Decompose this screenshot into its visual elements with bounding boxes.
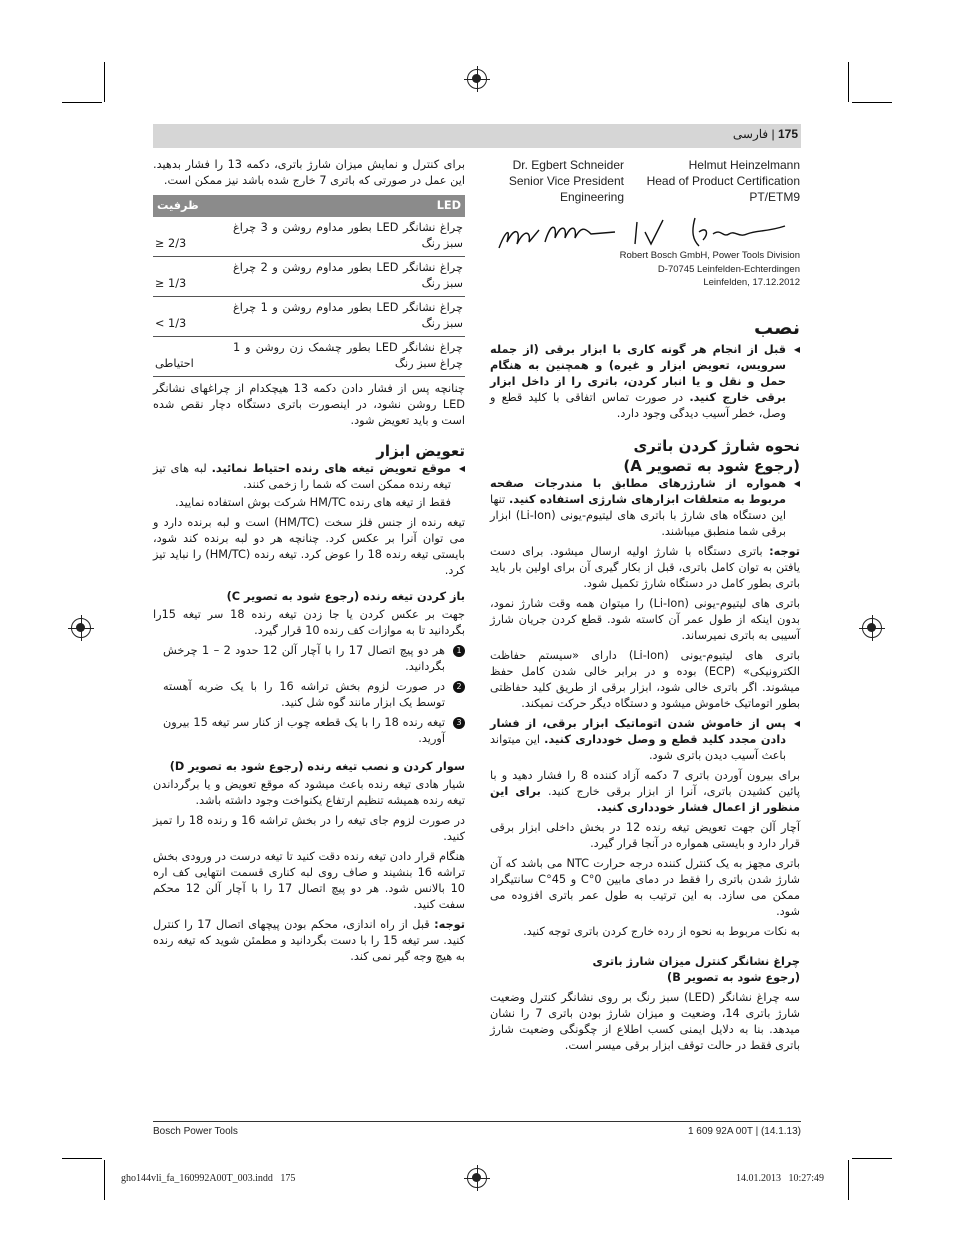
- note-label: توجه:: [434, 918, 465, 931]
- tool-bullet: [153, 461, 465, 493]
- print-slug-date: 14.01.2013 10:27:49: [736, 1173, 825, 1184]
- table-header: LED: [231, 195, 465, 217]
- crop-mark: [848, 62, 849, 102]
- page-number: 175: [777, 127, 798, 141]
- table-cell: چراغ نشانگر LED بطور مداوم روشن و 2 چراغ سبز رنگ: [231, 257, 465, 297]
- section-title-install: نصب: [754, 317, 800, 339]
- led-capacity-table: [153, 195, 465, 377]
- registration-mark-icon: [467, 1168, 487, 1188]
- paragraph: آچار آلن جهت تعویض تیغه رنده 12 در بخش داخلی ابزار برقی قرار دارد و بایستی همواره در آنجا قرار گیرد.: [490, 821, 800, 850]
- company-street: D-70745 Leinfelden-Echterdingen: [657, 263, 800, 275]
- left-column: [153, 157, 465, 965]
- handwritten-signature: [495, 212, 795, 252]
- table-cell: احتیاطی: [153, 337, 231, 377]
- note-paragraph: [490, 544, 800, 592]
- step-number-icon: 3: [453, 717, 465, 729]
- footer-right: 1 609 92A 00T | (14.1.13): [687, 1126, 801, 1137]
- bullet-text: لبه های تیز تیغه رنده ممکن است که شما را زخمی کنند.: [153, 462, 451, 491]
- table-row: [153, 257, 465, 297]
- crop-mark: [852, 102, 892, 103]
- page-header: 175 | فارسی: [732, 127, 798, 141]
- bullet-text: این میتواند باعث آسیب دیدن باتری شود.: [490, 733, 786, 762]
- step-item: [153, 643, 465, 675]
- paragraph: در صورت لزوم جای تیغه را در بخش تراشه 16 و رنده 18 را تمیز کنید.: [153, 814, 465, 843]
- right-column: [490, 316, 800, 1054]
- bullet-bold: موقع تعویض تیغه های رنده احتیاط نمائید.: [211, 462, 451, 475]
- place-date: Leinfelden, 17.12.2012: [703, 277, 800, 288]
- step-item: [153, 715, 465, 747]
- table-header: ظرفیت: [153, 195, 231, 217]
- charge-title-line2: (رجوع شود به تصویر A): [623, 457, 800, 475]
- note-label: توجه:: [769, 545, 800, 558]
- crop-mark: [104, 62, 105, 102]
- step-number-icon: 2: [453, 681, 465, 693]
- paragraph: باتری مجهز به یک کنترل کننده درجه حرارت NTC می باشد که آن شارژ شدن باتری را فقط در دمای مابین 0°C و 45°C سانتیگراد ممکن می سازد. به این ترتیب به طول عمر باتری افزوده می شود.: [490, 857, 800, 918]
- footer-rule: [153, 1121, 801, 1122]
- table-header-row: [153, 195, 465, 217]
- table-row: [153, 297, 465, 337]
- bullet-bold: قبل از انجام هر گونه کاری با ابزار برقی (از جمله سرویس، تعویض ابزار و غیره) و همچنین به هنگام حمل و نقل و یا انبار کردن، باتری را از داخل ابزار برقی خارج کنید.: [490, 343, 786, 404]
- table-row: [153, 337, 465, 377]
- section-title-tool: تعویض ابزار: [376, 442, 465, 460]
- signer-dept: PT/ETM9: [749, 190, 800, 204]
- charge-title-line1: نحوه شارژ کردن باتری: [633, 437, 800, 455]
- paragraph-text: برای بیرون آوردن باتری 7 دکمه آزاد کننده 8 را فشار دهید و با پائین کشیدن باتری، آنرا از ابزار برقی خارج کنید.: [490, 769, 800, 798]
- table-cell: چراغ نشانگر LED بطور مداوم روشن و 1 چراغ سبز رنگ: [231, 297, 465, 337]
- signature-left: [620, 157, 800, 205]
- signature-right: [470, 157, 624, 205]
- print-slug-file: gho144vli_fa_160992A00T_003.indd 175: [121, 1173, 296, 1184]
- table-cell: چراغ نشانگر LED بطور مداوم روشن و 3 چراغ سبز رنگ: [231, 217, 465, 257]
- step-item: [153, 679, 465, 711]
- paragraph: باتری های لیتیوم-یونی (Li-Ion) را میتوان همه وقت شارژ نمود، بدون اینکه از طول عمر آن کاسته شود. قطع کردن جریان شارژ آسیبی به باتری نمیرساند.: [490, 597, 801, 642]
- section-title-fit: سوار کردن و نصب تیغه رنده (رجوع شود به تصویر D): [169, 760, 465, 773]
- table-cell: چراغ نشانگر LED بطور چشمک زن روشن و 1 چراغ سبز رنگ: [231, 337, 465, 377]
- registration-mark-icon: [862, 618, 882, 638]
- paragraph: [490, 768, 800, 816]
- crop-mark: [848, 1160, 849, 1200]
- paragraph: فقط از تیغه های رنده HM/TC شرکت بوش استفاده نمایید.: [175, 496, 451, 509]
- crop-mark: [104, 1160, 105, 1200]
- step-number-icon: 1: [453, 645, 465, 657]
- bullet-text: تنها این دستگاه های شارژ با باتری های لیتیوم-یونی (Li-Ion) ابزار برقی شما منطبق میباشند.: [490, 493, 786, 538]
- paragraph: تیغه رنده از جنس فلز سخت (HM/TC) است و لبه برنده دارد و می توان آنرا بر عکس کرد. چنانچه هر دو لبه برنده کند شود، بایستی تیغه رنده 18 را عوض کرد. تیغه رنده (HM/TC) را نباید تیز کرد.: [153, 516, 466, 577]
- table-cell: ≥ 2/3: [153, 217, 231, 257]
- paragraph: برای کنترل و نمایش میزان شارژ باتری، دکمه 13 را فشار بدهید. این عمل در صورتی که باتری 7 خارج شده باشد نیز ممکن است.: [153, 158, 465, 187]
- crop-mark: [852, 1158, 892, 1159]
- paragraph: سه چراغ نشانگر (LED) سبز رنگ بر روی نشانگر کنترل وضعیت شارژ باتری 14، وضعیت و میزان شارژ بودن باتری 7 را نشان میدهد. بنا به دلایل ایمنی کسب اطلاع از چگونگی وضعیت شارژ باتری فقط در حالت توقف ابزار برقی میسر است.: [490, 991, 801, 1052]
- footer-left: Bosch Power Tools: [153, 1126, 238, 1137]
- signer-title: Head of Product Certification: [646, 174, 800, 188]
- led-title-line1: چراغ نشانگر کنترل میزان شارژ باتری: [592, 955, 800, 968]
- note-paragraph: [153, 917, 465, 965]
- bullet-text: در صورت تماس اتفاقی با کلید قطع و وصل، خطر آسیب دیدگی وجود دارد.: [490, 391, 786, 420]
- section-title-open: باز کردن تیغه رنده (رجوع شود به تصویر C): [226, 590, 465, 603]
- section-title-charge: [490, 436, 800, 476]
- language-label: فارسی: [732, 127, 769, 141]
- signer-name: Dr. Egbert Schneider: [512, 158, 624, 172]
- paragraph: چنانچه پس از فشار دادن دکمه 13 هیچکدام از چراغهای نشانگر LED روشن نشود، در اینصورت باتری دستگاه دچار نقص شده است و باید تعویض شود.: [153, 382, 465, 427]
- step-text: هر دو پیچ اتصال 17 را با آچار آلن 12 حدود 2 – 1 چرخش بگردانید.: [163, 644, 445, 673]
- table-cell: ≥ 1/3: [153, 257, 231, 297]
- bullet-bold: همواره از شارژرهای مطابق با مندرجات صفحه مربوط به متعلقات ابزارهای شارژی استفاده کنید.: [490, 477, 786, 506]
- step-text: تیغه رنده 18 را با یک قطعه چوب از کنار سر تیغه 15 بیرون آورید.: [163, 716, 445, 745]
- crop-mark: [62, 1158, 102, 1159]
- table-row: [153, 217, 465, 257]
- paragraph: باتری های لیتیوم-یونی (Li-Ion) دارای «سیستم حفاظت الکترونیکی» (ECP) بوده و در برابر خالی شدن کامل حفظ میشوند. اگر باتری خالی شود، ابزار برقی از طریق کلید حفاظتی بطور اتوماتیک خاموش میشود و دستگاه دیگر حرکت نمیکند.: [490, 649, 800, 710]
- paragraph: شیار هادی تیغه رنده باعث میشود که موقع تعویض و یا برگرداندن تیغه رنده همیشه تنظیم ارتفاع یکنواخت وجود داشته باشد.: [153, 778, 465, 807]
- company-name: Robert Bosch GmbH, Power Tools Division: [619, 250, 800, 261]
- signer-title: Senior Vice President: [508, 174, 624, 188]
- off-bullet: [490, 716, 800, 764]
- section-title-led: [490, 954, 800, 986]
- led-title-line2: (رجوع شود به تصویر B): [667, 971, 800, 984]
- table-cell: < 1/3: [153, 297, 231, 337]
- bullet-bold: پس از خاموش شدن اتوماتیک ابزار برقی، از فشار دادن مجدد کلید قطع و وصل خودداری کنید.: [490, 717, 786, 746]
- note-text: باتری دستگاه با شارژ اولیه ارسال میشود. برای دست یافتن به توان کامل باتری، قبل از بکار گیری آن برای اولین بار باید باتری بطور کامل در دستگاه شارژ تکمیل شود.: [490, 545, 800, 590]
- step-text: در صورت لزوم بخش تراشه 16 را با یک ضربه آهسته توسط یک ابزار مانند گوه شل کنید.: [163, 680, 445, 709]
- paragraph: به نکات مربوط به نحوه از رده خارج کردن باتری توجه کنید.: [523, 925, 800, 938]
- registration-mark-icon: [467, 69, 487, 89]
- paragraph: هنگام قرار دادن تیغه رنده دقت کنید تا تیغه درست در ورودی بخش تراشه 16 بنشیند و صاف روی لبه کناری قسمت انتهایی کف اره 10 بالانس شود. هر دو پیچ اتصال 17 را با آچار آلن 12 محکم سفت کنید.: [153, 850, 465, 911]
- paragraph: جهت بر عکس کردن یا جا زدن تیغه رنده 18 سر تیغه 15را بگردانید تا به موازات کف رنده 10 قرار گیرد.: [153, 608, 465, 637]
- header-bar: [153, 124, 801, 148]
- crop-mark: [62, 102, 102, 103]
- install-bullet: [490, 342, 800, 422]
- note-text: قبل از راه اندازی، محکم بودن پیچهای اتصال 17 را کنترل کنید. سر تیغه 15 را با دست بگردانید و مطمئن شوید که تیغه رنده به هیچ وجه گیر نمی کند.: [153, 918, 466, 963]
- charge-bullet: [490, 476, 800, 540]
- paragraph-bold: برای این منظور از اعمال فشار خودداری کنید.: [490, 785, 800, 814]
- registration-mark-icon: [71, 618, 91, 638]
- company-address: [560, 249, 800, 290]
- signer-name: Helmut Heinzelmann: [688, 158, 800, 172]
- signer-dept: Engineering: [559, 190, 624, 204]
